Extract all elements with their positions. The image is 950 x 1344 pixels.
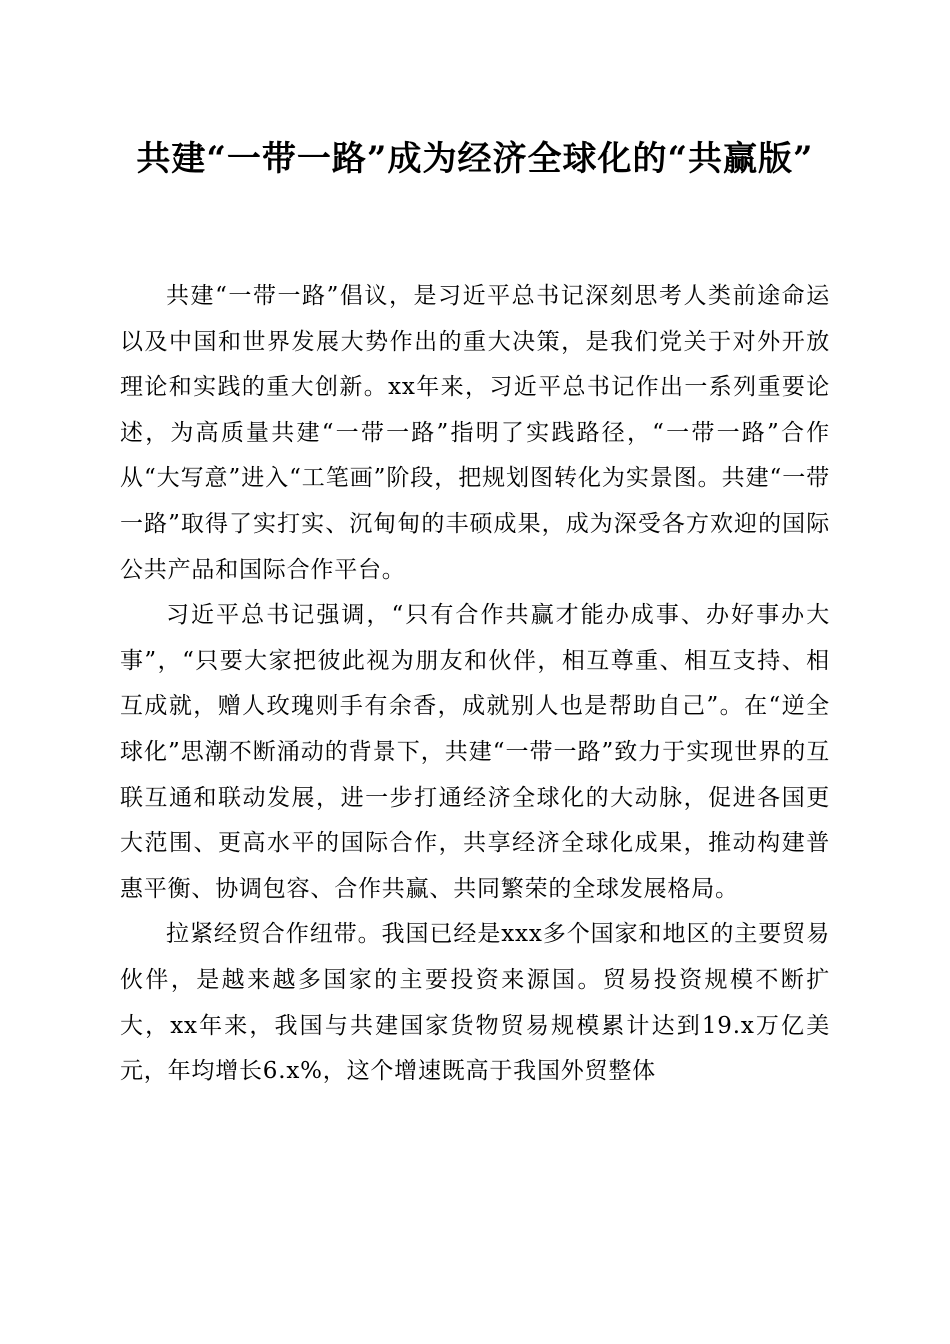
paragraph-2: 习近平总书记强调，“只有合作共赢才能办成事、办好事办大事”，“只要大家把彼此视为朋友和伙伴，相互尊重、相互支持、相互成就，赠人玫瑰则手有余香，成就别人也是帮助自己”。在“逆全球化”思潮不断涌动的背景下，共建“一带一路”致力于实现世界的互联互通和联动发展，进一步打通经济全球化的大动脉，促进各国更大范围、更高水平的国际合作，共享经济全球化成果，推动构建普惠平衡、协调包容、合作共赢、共同繁荣的全球发展格局。 xyxy=(120,602,830,902)
document-body xyxy=(120,274,830,1095)
document-title: 共建“一带一路”成为经济全球化的“共赢版” xyxy=(136,139,814,179)
paragraph-3: 拉紧经贸合作纽带。我国已经是xxx多个国家和地区的主要贸易伙伴，是越来越多国家的主要投资来源国。贸易投资规模不断扩大，xx年来，我国与共建国家货物贸易规模累计达到19.x万亿美元，年均增长6.x%，这个增速既高于我国外贸整体 xyxy=(120,921,830,1085)
paragraph-1: 共建“一带一路”倡议，是习近平总书记深刻思考人类前途命运以及中国和世界发展大势作出的重大决策，是我们党关于对外开放理论和实践的重大创新。xx年来，习近平总书记作出一系列重要论述，为高质量共建“一带一路”指明了实践路径，“一带一路”合作从“大写意”进入“工笔画”阶段，把规划图转化为实景图。共建“一带一路”取得了实打实、沉甸甸的丰硕成果，成为深受各方欢迎的国际公共产品和国际合作平台。 xyxy=(120,283,830,583)
